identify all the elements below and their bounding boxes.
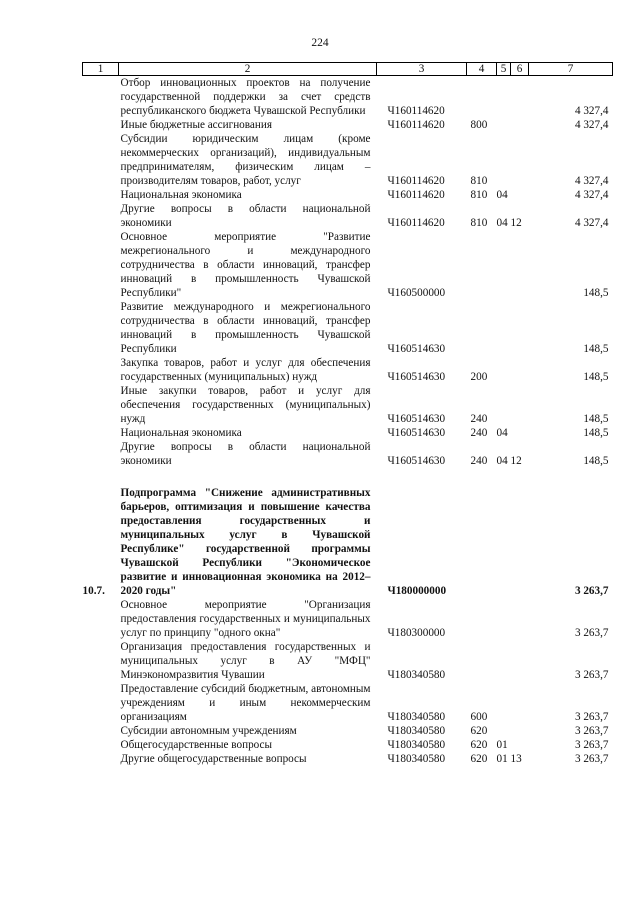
spacer-cell <box>83 468 613 486</box>
row-expense-type: 810 <box>470 175 488 187</box>
table-row <box>83 426 613 440</box>
header-col-1: 1 <box>83 63 119 76</box>
row-number <box>83 230 119 300</box>
row-section <box>497 356 529 384</box>
row-expense-type <box>467 640 497 682</box>
header-col-7: 7 <box>529 63 613 76</box>
row-sum: 3 263,7 <box>574 585 609 597</box>
row-sum: 4 327,4 <box>574 175 609 187</box>
row-name: Другие вопросы в области национальной экономики <box>120 203 371 229</box>
row-code: Ч180340580 <box>387 669 446 681</box>
row-name: Другие общегосударственные вопросы <box>120 753 307 765</box>
row-code: Ч180340580 <box>387 725 446 737</box>
row-name: Организация предоставления государственных и муниципальных услуг в АУ "МФЦ" Минэкономразвития Чувашии <box>120 641 371 681</box>
row-sum: 148,5 <box>583 371 609 383</box>
row-number <box>83 118 119 132</box>
table-row <box>83 384 613 426</box>
row-section <box>497 724 529 738</box>
table-row <box>83 230 613 300</box>
row-expense-type <box>467 486 497 598</box>
table-row <box>83 118 613 132</box>
row-name: Общегосударственные вопросы <box>120 739 273 751</box>
row-code: Ч180340580 <box>387 753 446 765</box>
header-col-2: 2 <box>119 63 377 76</box>
row-code: Ч180340580 <box>387 739 446 751</box>
table-row <box>83 202 613 230</box>
row-code: Ч160514630 <box>387 343 446 355</box>
row-sum: 3 263,7 <box>574 669 609 681</box>
row-sum: 148,5 <box>583 287 609 299</box>
row-sum: 4 327,4 <box>574 217 609 229</box>
row-expense-type: 620 <box>470 753 488 765</box>
row-expense-type: 240 <box>470 427 488 439</box>
row-section <box>497 76 529 119</box>
budget-table <box>82 62 613 766</box>
row-code: Ч160514630 <box>387 427 446 439</box>
row-name: Субсидии автономным учреждениям <box>120 725 297 737</box>
table-row <box>83 76 613 119</box>
table-row <box>83 300 613 356</box>
row-expense-type <box>467 598 497 640</box>
row-section: 04 12 <box>496 217 522 229</box>
table-spacer-row <box>83 468 613 486</box>
table-row <box>83 440 613 468</box>
row-number <box>83 682 119 724</box>
row-number <box>83 440 119 468</box>
row-name: Развитие международного и межрегионального сотрудничества в области инноваций, трансфер инноваций в промышленность Чувашской Республики <box>120 301 371 355</box>
row-section <box>497 230 529 300</box>
row-code: Ч160500000 <box>387 287 446 299</box>
row-name: Субсидии юридическим лицам (кроме некоммерческих организаций), индивидуальным предпринимателям, физическим лицам – производителям товаров, работ, услуг <box>120 133 371 187</box>
row-section <box>497 486 529 598</box>
row-sum: 3 263,7 <box>574 725 609 737</box>
row-code: Ч160114620 <box>387 105 445 117</box>
row-number: 10.7. <box>82 585 105 597</box>
header-row <box>83 63 613 76</box>
row-expense-type <box>467 300 497 356</box>
row-section <box>497 118 529 132</box>
row-sum: 3 263,7 <box>574 753 609 765</box>
row-expense-type: 810 <box>470 189 488 201</box>
row-expense-type <box>467 76 497 119</box>
row-number <box>83 384 119 426</box>
row-code: Ч160114620 <box>387 189 445 201</box>
row-sum: 3 263,7 <box>574 711 609 723</box>
row-sum: 148,5 <box>583 343 609 355</box>
row-expense-type: 620 <box>470 739 488 751</box>
table-row <box>83 486 613 598</box>
row-section <box>497 300 529 356</box>
table-row <box>83 752 613 766</box>
table-body <box>83 76 613 767</box>
row-name: Закупка товаров, работ и услуг для обеспечения государственных (муниципальных) нужд <box>120 357 371 383</box>
row-number <box>83 640 119 682</box>
row-sum: 3 263,7 <box>574 739 609 751</box>
row-code: Ч160114620 <box>387 217 445 229</box>
row-section: 04 <box>496 189 508 201</box>
row-name: Другие вопросы в области национальной экономики <box>120 441 371 467</box>
table-row <box>83 188 613 202</box>
table-header <box>83 63 613 76</box>
row-code: Ч160114620 <box>387 119 445 131</box>
table-row <box>83 738 613 752</box>
table-row <box>83 640 613 682</box>
row-sum: 4 327,4 <box>574 119 609 131</box>
row-expense-type: 240 <box>470 413 488 425</box>
row-name: Основное мероприятие "Развитие межрегионального и международного сотрудничества в области инноваций, трансфер инноваций в промышленность Чувашской Республики" <box>120 231 371 299</box>
row-code: Ч180000000 <box>387 585 447 597</box>
row-name: Основное мероприятие "Организация предоставления государственных и муниципальных услуг по принципу "одного окна" <box>120 599 371 639</box>
row-number <box>83 132 119 188</box>
table-row <box>83 682 613 724</box>
row-number <box>83 752 119 766</box>
row-section <box>497 598 529 640</box>
row-sum: 148,5 <box>583 455 609 467</box>
row-number <box>83 356 119 384</box>
row-sum: 3 263,7 <box>574 627 609 639</box>
header-col-3: 3 <box>377 63 467 76</box>
row-section: 01 <box>496 739 508 751</box>
row-expense-type <box>467 230 497 300</box>
row-sum: 4 327,4 <box>574 189 609 201</box>
row-name: Иные закупки товаров, работ и услуг для обеспечения государственных (муниципальных) нужд <box>120 385 371 425</box>
row-number <box>83 598 119 640</box>
table-row <box>83 356 613 384</box>
row-code: Ч160514630 <box>387 371 446 383</box>
header-col-4: 4 <box>467 63 497 76</box>
table-row <box>83 598 613 640</box>
row-name: Отбор инновационных проектов на получение государственной поддержки за счет средств республиканского бюджета Чувашской Республики <box>120 77 371 117</box>
table-row <box>83 724 613 738</box>
row-number <box>83 202 119 230</box>
row-sum: 148,5 <box>583 427 609 439</box>
row-code: Ч160114620 <box>387 175 445 187</box>
row-section: 04 <box>496 427 508 439</box>
row-sum: 148,5 <box>583 413 609 425</box>
row-expense-type: 600 <box>470 711 488 723</box>
table-row <box>83 132 613 188</box>
row-name: Предоставление субсидий бюджетным, автономным учреждениям и иным некоммерческим организациям <box>120 683 371 723</box>
row-code: Ч160514630 <box>387 413 446 425</box>
row-number <box>83 738 119 752</box>
row-section: 04 12 <box>496 455 522 467</box>
row-code: Ч180300000 <box>387 627 446 639</box>
row-sum: 4 327,4 <box>574 105 609 117</box>
row-number <box>83 300 119 356</box>
row-number <box>83 188 119 202</box>
row-number <box>83 76 119 119</box>
row-expense-type: 620 <box>470 725 488 737</box>
row-section <box>497 682 529 724</box>
header-col-5: 5 <box>497 63 511 76</box>
row-section <box>497 132 529 188</box>
row-section: 01 13 <box>496 753 522 765</box>
row-expense-type: 240 <box>470 455 488 467</box>
row-number <box>83 724 119 738</box>
row-expense-type: 200 <box>470 371 488 383</box>
row-expense-type: 810 <box>470 217 488 229</box>
row-name: Иные бюджетные ассигнования <box>120 119 272 131</box>
row-section <box>497 640 529 682</box>
row-name: Национальная экономика <box>120 189 242 201</box>
row-number <box>83 426 119 440</box>
row-name: Национальная экономика <box>120 427 242 439</box>
header-col-6: 6 <box>511 63 529 76</box>
row-expense-type: 800 <box>470 119 488 131</box>
row-section <box>497 384 529 426</box>
row-name: Подпрограмма "Снижение административных барьеров, оптимизация и повышение качества предоставления государственных и муниципальных услуг в Чувашской Республике" государственной программы Чувашской Республики "Экономическое развитие и инновационная экономика на 2012–2020 годы" <box>120 487 371 597</box>
page-number: 224 <box>311 37 329 49</box>
row-code: Ч160514630 <box>387 455 446 467</box>
row-code: Ч180340580 <box>387 711 446 723</box>
